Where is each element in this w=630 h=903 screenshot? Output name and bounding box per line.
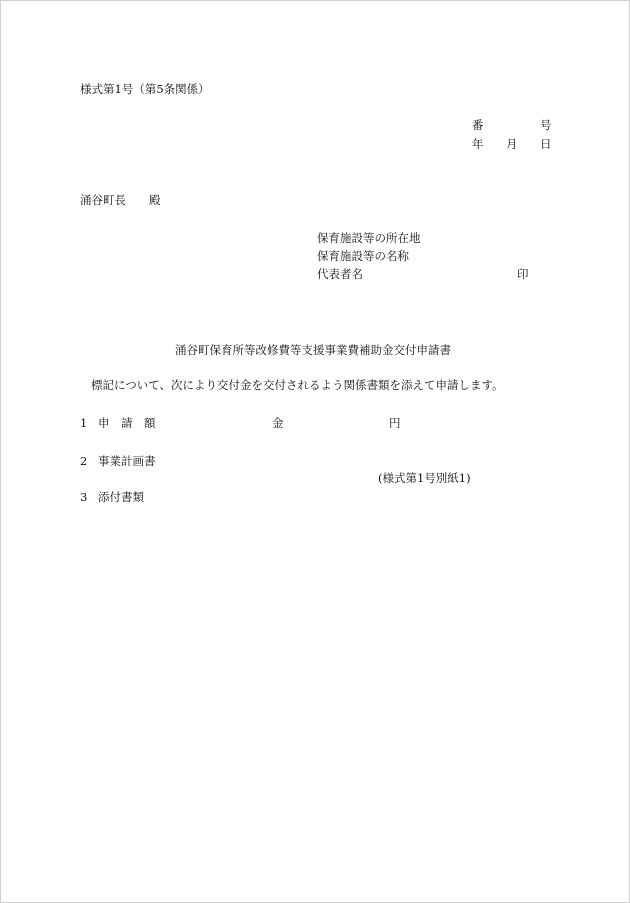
date-month: 月 <box>506 137 518 151</box>
applicant-address-label: 保育施設等の所在地 <box>317 231 421 245</box>
item-3-number: 3 <box>80 490 88 504</box>
date-year: 年 <box>472 137 484 151</box>
item-1-suffix: 円 <box>389 416 401 430</box>
seal-mark: 印 <box>517 267 529 281</box>
item-2-number: 2 <box>80 454 88 468</box>
item-3-label: 添付書類 <box>98 490 144 504</box>
number-ban: 番 <box>472 118 484 132</box>
item-1-number: 1 <box>80 416 88 430</box>
applicant-representative-label: 代表者名 <box>317 267 363 281</box>
intro-text: 標記について、次により交付金を交付されるよう関係書類を添えて申請します。 <box>91 378 504 392</box>
item-2-label: 事業計画書 <box>98 454 156 468</box>
applicant-facility-name-label: 保育施設等の名称 <box>317 249 409 263</box>
date-day: 日 <box>540 137 552 151</box>
item-2-note: (様式第1号別紙1) <box>378 471 471 485</box>
document-title: 涌谷町保育所等改修費等支援事業費補助金交付申請書 <box>175 343 451 357</box>
number-go: 号 <box>540 118 552 132</box>
form-label: 様式第1号（第5条関係） <box>80 82 210 96</box>
item-1-label: 申 請 額 <box>98 416 156 430</box>
addressee-name: 涌谷町長 <box>80 193 126 207</box>
item-1-prefix: 金 <box>272 416 284 430</box>
addressee-honorific: 殿 <box>149 193 161 207</box>
